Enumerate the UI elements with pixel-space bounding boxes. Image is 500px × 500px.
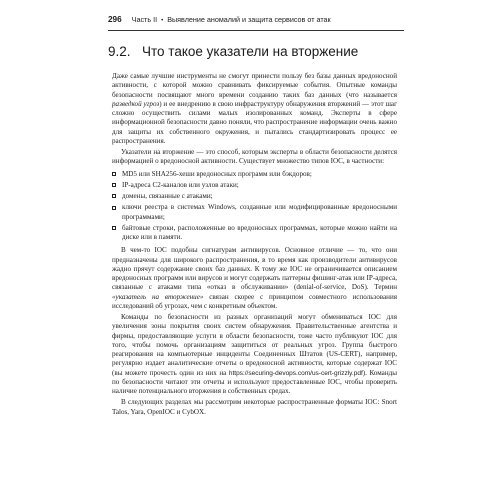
paragraph-4 — [112, 313, 397, 396]
section-title: Что такое указатели на вторжение — [142, 44, 359, 59]
page-number: 296 — [108, 15, 122, 24]
paragraph-3 — [112, 246, 397, 311]
list-item — [112, 224, 397, 243]
list-item — [112, 181, 397, 190]
paragraph-1-text-b: ) и ее внедрению в свою инфраструктуру обнаружения вторжений — этот шаг сложно осуществить силами малых изолированных команд. Эксперты в сфере информационной безопасности давно поняли, что распространение информации очень важно для защиты их собственного окружения, и пытались стандартизировать процесс ее распространения. — [112, 99, 397, 145]
section-heading — [108, 44, 358, 59]
list-item — [112, 170, 397, 179]
checkbox-bullet-icon — [112, 194, 116, 198]
page-body — [112, 72, 397, 419]
running-header — [108, 15, 398, 29]
checkbox-bullet-icon — [112, 206, 116, 210]
report-url[interactable]: https://securing-devops.com/us-cert-grizzly.pdf — [228, 369, 363, 377]
checkbox-bullet-icon — [112, 172, 116, 176]
paragraph-3-text-a: В чем-то IOC подобны сигнатурам антивирусов. Основное отличие — то, что они предназначены для широкого распространения, в то время как производители антивирусов жадно прячут содержание своих баз данных. К тому же IOC не ограничивается описанием вредоносных программ или вирусов и могут содержать паттерны фишинг-атак или IP-адреса, связанные с атаками типа «отказ в обслуживании» (denial-of-service, DoS). Термин — [112, 246, 397, 292]
paragraph-1-text-a: Даже самые лучшие инструменты не смогут принести пользу без базы данных вредоносной активности, с которой можно сравнивать фиксируемые события. Опытные команды безопасности посвящают много времени созданию таких баз данных (что называется — [112, 72, 397, 99]
part-label: Часть II — [131, 15, 158, 24]
list-item-text: IP-адреса C2-каналов или узлов атаки; — [122, 180, 239, 189]
chapter-title: Выявление аномалий и защита сервисов от атак — [167, 15, 331, 24]
paragraph-1-emphasis: разведкой угроз — [112, 99, 160, 108]
section-number: 9.2. — [108, 44, 131, 59]
list-item-text: ключи реестра в системах Windows, созданные или модифицированные вредоносными программами; — [122, 203, 397, 221]
paragraph-2: Указатели на вторжение — это способ, которым эксперты в области безопасности делятся информацией о вредоносной активности. Существует множество типов IOC, в частности: — [112, 148, 397, 166]
header-separator: • — [161, 18, 164, 24]
paragraph-3-text-b: связан скорее с принципом совместного использования исследований об угрозах, чем с конкретным объектом. — [112, 292, 398, 310]
paragraph-5: В следующих разделах мы рассмотрим некоторые распространенные форматы IOC: Snort Talos, Yara, OpenIOC и CybOX. — [112, 398, 397, 416]
list-item-text: байтовые строки, расположенные во вредоносных программах, которые можно найти на диске или в памяти. — [122, 223, 397, 241]
checkbox-bullet-icon — [112, 226, 116, 230]
list-item-text: домены, связанные с атаками; — [122, 192, 213, 200]
paragraph-4-text-a: Команды по безопасности из разных организаций могут обмениваться IOC для увеличения зоны покрытия своих систем обнаружения. Правительственные агентства и фирмы, предоставляющие услуги в области безопасности, тоже часто публикуют IOC для того, чтобы помочь организациям защититься от реальных угроз. Группа быстрого реагирования на компьютерные инциденты Соединенных Штатов (US-CERT), например, регулярно издает аналитические отчеты о вредоносной активности, которые содержат IOC (вы можете прочесть один из них на — [112, 313, 397, 377]
paragraph-3-emphasis: «указатель на вторжение» — [112, 292, 204, 301]
ioc-types-list — [112, 170, 397, 243]
list-item-text: MD5 или SHA256-хеши вредоносных программ или бэкдоров; — [122, 169, 312, 178]
list-item — [112, 203, 397, 222]
header-rule — [108, 30, 404, 31]
paragraph-4-text-b: ). Команды по безопасности читают эти отчеты и используют предоставленные IOC, чтобы проверить наличие потенциального вторжения в собственных средах. — [112, 368, 398, 395]
checkbox-bullet-icon — [112, 183, 116, 187]
list-item — [112, 192, 397, 201]
paragraph-1 — [112, 72, 397, 146]
